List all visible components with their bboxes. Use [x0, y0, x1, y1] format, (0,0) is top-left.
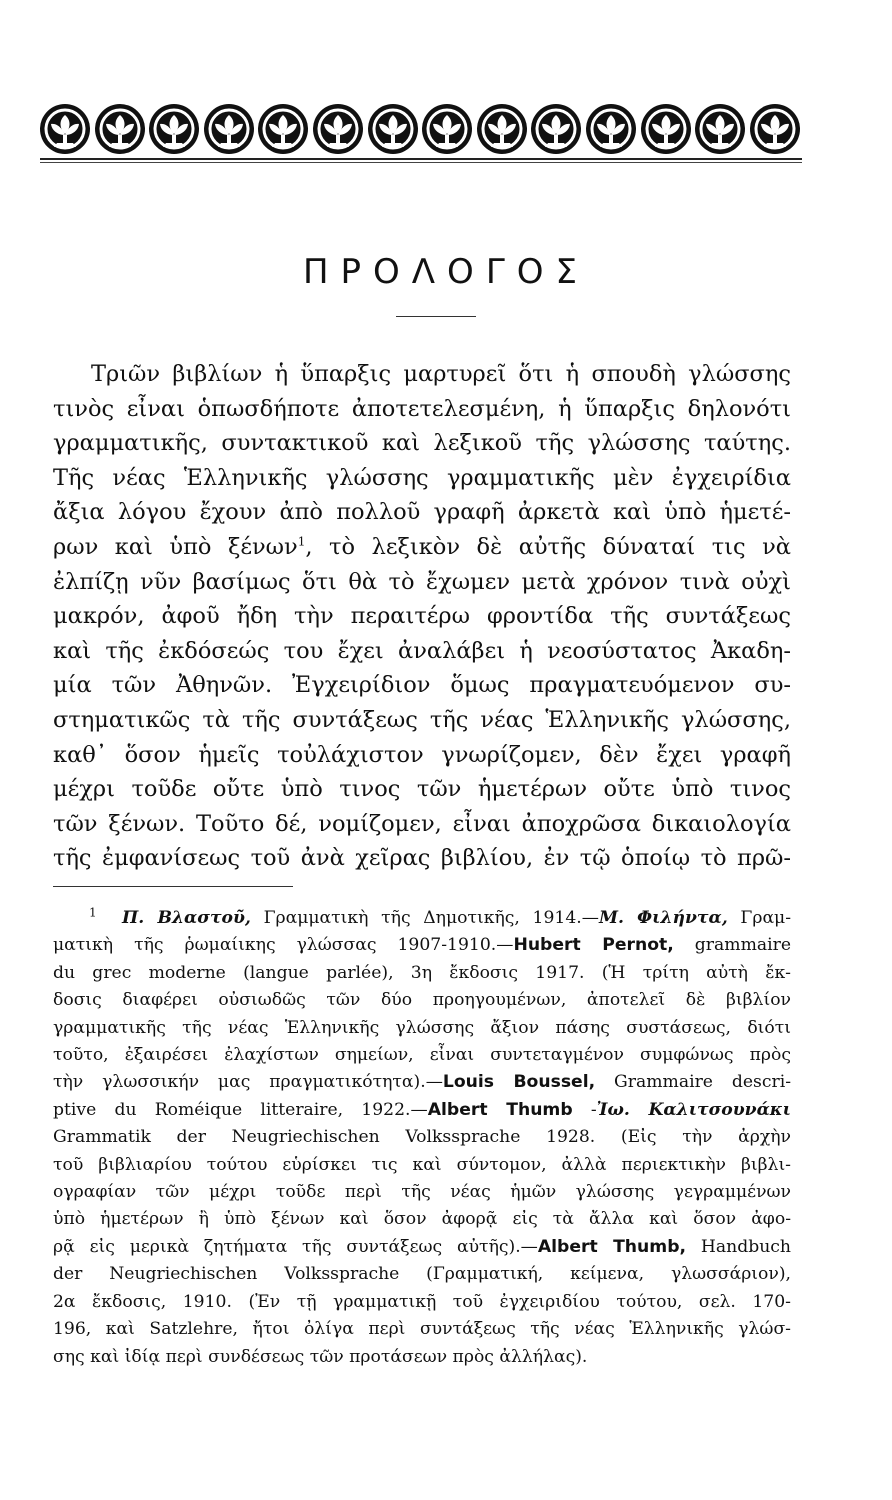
footnote-marker: 1 — [89, 905, 97, 920]
flower-ornament-icon — [586, 104, 636, 154]
body-line: ἄξια λόγου ἔχουν ἀπὸ πολλοῦ γραφῆ ἀρκετὰ καὶ ὑπὸ ἡμετέ- — [53, 499, 791, 526]
footnote-line: τὴν γλωσσικήν μας πραγματικότητα).—Louis Boussel, Grammaire descri- — [53, 1072, 791, 1093]
body-line: τῶν ξένων. Τοῦτο δέ, νομίζομεν, εἶναι ἀποχρῶσα δικαιολογία — [53, 810, 791, 837]
footnote-line: τοῦ βιβλιαρίου τούτου εὑρίσκει τις καὶ σύντομον, ἀλλὰ περιεκτικὴν βιβλι- — [53, 1154, 791, 1175]
footnote-line: 196, καὶ Satzlehre, ἤτοι ὀλίγα περὶ συντάξεως τῆς νέας Ἑλληνικῆς γλώσ- — [53, 1319, 791, 1340]
footnote-line: $^1$ Π. Βλαστοῦ, Γραμματικὴ τῆς Δημοτικῆς, 1914.—Μ. Φιλήντα, Γραμ- — [89, 905, 792, 928]
ornament-band — [40, 100, 800, 158]
flower-ornament-icon — [149, 104, 199, 154]
body-line: καὶ τῆς ἐκδόσεώς του ἔχει ἀναλάβει ἡ νεοσύστατος Ἀκαδη- — [53, 637, 791, 664]
body-line: γραμματικῆς, συντακτικοῦ καὶ λεξικοῦ τῆς γλώσσης ταύτης. — [53, 430, 791, 457]
body-line: στηματικῶς τὰ τῆς συντάξεως τῆς νέας Ἑλληνικῆς γλώσσης, — [53, 706, 791, 733]
flower-ornament-icon — [40, 104, 90, 154]
footnote-line: τοῦτο, ἐξαιρέσει ἐλαχίστων σημείων, εἶναι συντεταγμένον συμφώνως πρὸς — [53, 1045, 791, 1066]
body-line: Τριῶν βιβλίων ἡ ὕπαρξις μαρτυρεῖ ὅτι ἡ σπουδὴ γλώσσης — [91, 361, 791, 387]
flower-ornament-icon — [641, 104, 691, 154]
body-line: Τῆς νέας Ἑλληνικῆς γλώσσης γραμματικῆς μὲν ἐγχειρίδια — [53, 464, 791, 491]
page-title: ΠΡΟΛΟΓΟΣ — [302, 252, 590, 292]
footnote-line: ptive du Roméique litteraire, 1922.—Albert Thumb -Ἰω. Καλιτσουνάκι — [53, 1099, 791, 1120]
footnote-line: du grec moderne (langue parlée), 3η ἔκδοσις 1917. (Ἡ τρίτη αὐτὴ ἔκ- — [53, 962, 791, 983]
footnote-line: der Neugriechischen Volkssprache (Γραμματική, κείμενα, γλωσσάριον), — [53, 1264, 791, 1285]
body-line: μακρόν, ἀφοῦ ἤδη τὴν περαιτέρω φροντίδα τῆς συντάξεως — [53, 603, 791, 630]
footnote-line: ογραφίαν τῶν μέχρι τοῦδε περὶ τῆς νέας ἡμῶν γλώσσης γεγραμμένων — [53, 1182, 791, 1203]
footnote-ref: 1 — [297, 534, 306, 549]
body-line: μία τῶν Ἀθηνῶν. Ἐγχειρίδιον ὅμως πραγματευόμενον συ- — [53, 672, 791, 699]
body-line: τινὸς εἶναι ὁπωσδήποτε ἀποτετελεσμένη, ἡ ὕπαρξις δηλονότι — [53, 395, 791, 422]
flower-ornament-icon — [695, 104, 745, 154]
flower-ornament-icon — [258, 104, 308, 154]
flower-ornament-icon — [95, 104, 145, 154]
footnote-line: Grammatik der Neugriechischen Volkssprache 1928. (Εἰς τὴν ἀρχὴν — [53, 1127, 791, 1148]
footnotes — [53, 905, 791, 1371]
ornament-rule — [40, 158, 802, 160]
flower-ornament-icon — [313, 104, 363, 154]
footnote-line: δοσις διαφέρει οὐσιωδῶς τῶν δύο προηγουμένων, ἀποτελεῖ δὲ βιβλίον — [53, 990, 791, 1011]
body-line: καθ᾽ ὅσον ἡμεῖς τοὐλάχιστον γνωρίζομεν, δὲν ἔχει γραφῆ — [53, 741, 791, 768]
body-text — [53, 357, 791, 876]
body-line: μέχρι τοῦδε οὔτε ὑπὸ τινος τῶν ἡμετέρων οὔτε ὑπὸ τινος — [53, 776, 791, 803]
ornament-rule-thin — [40, 162, 802, 163]
footnote-line: σης καὶ ἰδίᾳ περὶ συνδέσεως τῶν προτάσεων πρὸς ἀλλήλας). — [53, 1346, 588, 1367]
footnote-line: ματικὴ τῆς ῥωμαίικης γλώσσας 1907-1910.—Hubert Pernot, grammaire — [53, 935, 791, 956]
flower-ornament-icon — [368, 104, 418, 154]
footnote-line: γραμματικῆς τῆς νέας Ἑλληνικῆς γλώσσης ἄξιον πάσης συστάσεως, διότι — [53, 1017, 791, 1038]
flower-ornament-icon — [477, 104, 527, 154]
footnote-line: ρᾷ εἰς μερικὰ ζητήματα τῆς συντάξεως αὐτῆς).—Albert Thumb, Handbuch — [53, 1236, 791, 1257]
footnote-line: 2α ἔκδοσις, 1910. (Ἐν τῇ γραμματικῇ τοῦ ἐγχειριδίου τούτου, σελ. 170- — [53, 1291, 791, 1312]
flower-ornament-icon — [750, 104, 800, 154]
body-line: ἐλπίζῃ νῦν βασίμως ὅτι θὰ τὸ ἔχωμεν μετὰ χρόνον τινὰ οὐχὶ — [53, 568, 791, 595]
flower-ornament-icon — [531, 104, 581, 154]
flower-ornament-icon — [204, 104, 254, 154]
footnote-rule — [53, 886, 293, 887]
flower-ornament-icon — [422, 104, 472, 154]
body-line: τῆς ἐμφανίσεως τοῦ ἀνὰ χεῖρας βιβλίου, ἐν τῷ ὁποίῳ τὸ πρῶ- — [53, 845, 791, 872]
title-rule — [396, 316, 476, 317]
body-line: ρων καὶ ὑπὸ ξένων$^1$, τὸ λεξικὸν δὲ αὐτῆς δύναταί τις νὰ — [53, 533, 792, 560]
footnote-line: ὑπὸ ἡμετέρων ἢ ὑπὸ ξένων καὶ ὅσον ἀφορᾷ εἰς τὰ ἄλλα καὶ ὅσον ἀφο- — [53, 1209, 791, 1230]
